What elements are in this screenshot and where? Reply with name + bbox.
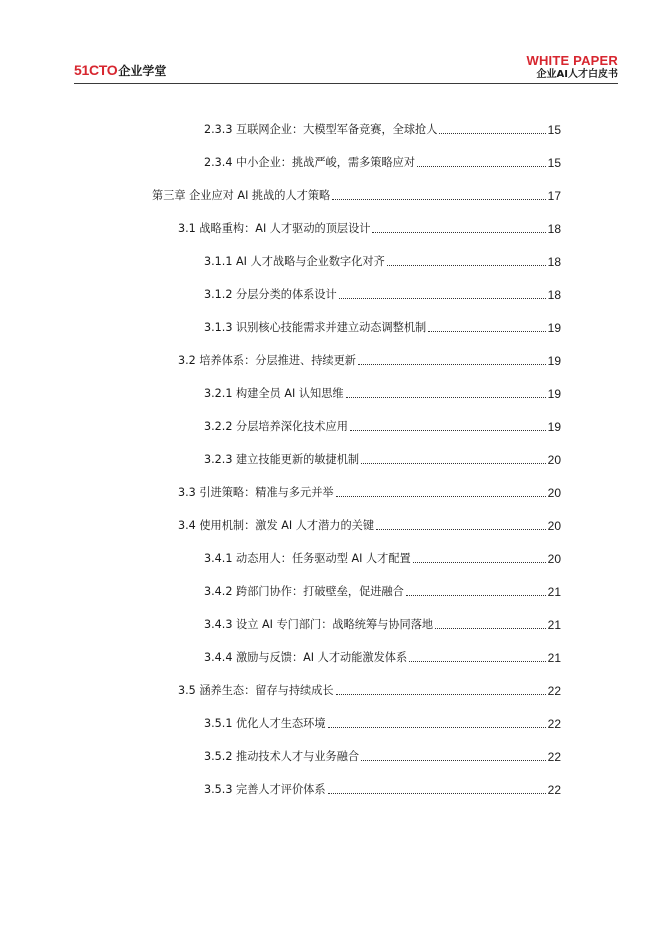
toc-entry-page: 17 xyxy=(547,189,561,203)
toc-dot-leader xyxy=(413,562,546,563)
toc-dot-leader xyxy=(417,166,546,167)
toc-entry-page: 18 xyxy=(547,222,561,236)
toc-entry-page: 20 xyxy=(547,519,561,533)
toc-entry-section[interactable] xyxy=(178,682,561,698)
white-paper-label xyxy=(526,54,618,81)
toc-dot-leader xyxy=(428,331,545,332)
toc-entry-title: 3.5.3 完善人才评价体系 xyxy=(204,783,326,796)
toc-entry-page: 21 xyxy=(547,651,561,665)
toc-dot-leader xyxy=(372,232,545,233)
toc-entry-page: 19 xyxy=(547,354,561,368)
page-header xyxy=(0,0,662,90)
header-divider xyxy=(74,83,618,84)
toc-entry-chapter[interactable] xyxy=(152,187,561,203)
toc-entry-page: 18 xyxy=(547,288,561,302)
toc-dot-leader xyxy=(376,529,546,530)
toc-dot-leader xyxy=(361,760,546,761)
toc-entry[interactable] xyxy=(204,616,561,632)
white-paper-subtitle: 企业AI人才白皮书 xyxy=(536,69,618,80)
toc-entry[interactable] xyxy=(204,781,561,797)
toc-entry-title: 3.4.1 动态用人：任务驱动型 AI 人才配置 xyxy=(204,552,411,565)
logo-name: 企业学堂 xyxy=(118,64,167,78)
toc-dot-leader xyxy=(339,298,546,299)
toc-entry[interactable] xyxy=(204,385,561,401)
toc-entry-title: 3.1.3 识别核心技能需求并建立动态调整机制 xyxy=(204,321,427,334)
toc-entry-page: 22 xyxy=(547,750,561,764)
toc-entry-section[interactable] xyxy=(178,517,561,533)
toc-entry[interactable] xyxy=(204,286,561,302)
toc-entry-page: 20 xyxy=(547,486,561,500)
toc-entry-page: 21 xyxy=(547,585,561,599)
toc-dot-leader xyxy=(328,727,546,728)
toc-dot-leader xyxy=(361,463,546,464)
toc-entry[interactable] xyxy=(204,253,561,269)
toc-entry-title: 第三章 企业应对 AI 挑战的人才策略 xyxy=(152,189,331,202)
toc-dot-leader xyxy=(409,661,545,662)
toc-entry-title: 2.3.4 中小企业：挑战严峻，需多策略应对 xyxy=(204,156,416,169)
toc-entry-title: 3.1.1 AI 人才战略与企业数字化对齐 xyxy=(204,255,385,268)
toc-entry-page: 21 xyxy=(547,618,561,632)
toc-entry-title: 3.1 战略重构：AI 人才驱动的顶层设计 xyxy=(178,222,371,235)
toc-entry-title: 3.2.2 分层培养深化技术应用 xyxy=(204,420,348,433)
white-paper-title: WHITE PAPER xyxy=(526,53,618,68)
toc-entry-page: 15 xyxy=(547,123,561,137)
toc-dot-leader xyxy=(358,364,546,365)
toc-entry-page: 19 xyxy=(547,387,561,401)
toc-entry-page: 22 xyxy=(547,717,561,731)
toc-entry-title: 3.4.3 设立 AI 专门部门：战略统筹与协同落地 xyxy=(204,618,434,631)
toc-entry[interactable] xyxy=(204,649,561,665)
toc-dot-leader xyxy=(406,595,546,596)
toc-entry-page: 20 xyxy=(547,453,561,467)
toc-entry-title: 3.4 使用机制：激发 AI 人才潜力的关键 xyxy=(178,519,375,532)
toc-entry-page: 15 xyxy=(547,156,561,170)
toc-dot-leader xyxy=(332,199,545,200)
toc-entry-section[interactable] xyxy=(178,352,561,368)
toc-entry[interactable] xyxy=(204,451,561,467)
toc-entry-page: 18 xyxy=(547,255,561,269)
toc-entry[interactable] xyxy=(204,319,561,335)
toc-entry-page: 19 xyxy=(547,321,561,335)
toc-entry-title: 3.2.1 构建全员 AI 认知思维 xyxy=(204,387,344,400)
toc-entry[interactable] xyxy=(204,748,561,764)
toc-entry-page: 19 xyxy=(547,420,561,434)
toc-entry-title: 3.5 涵养生态：留存与持续成长 xyxy=(178,684,334,697)
toc-entry[interactable] xyxy=(204,154,561,170)
toc-dot-leader xyxy=(328,793,546,794)
toc-dot-leader xyxy=(350,430,546,431)
toc-entry[interactable] xyxy=(204,418,561,434)
toc-entry[interactable] xyxy=(204,121,561,137)
toc-entry-title: 3.5.2 推动技术人才与业务融合 xyxy=(204,750,360,763)
toc-entry-title: 3.2.3 建立技能更新的敏捷机制 xyxy=(204,453,360,466)
logo xyxy=(74,62,166,79)
toc-dot-leader xyxy=(435,628,546,629)
toc-dot-leader xyxy=(439,133,545,134)
toc-entry-page: 22 xyxy=(547,783,561,797)
toc-entry-section[interactable] xyxy=(178,220,561,236)
toc-entry-title: 3.2 培养体系：分层推进、持续更新 xyxy=(178,354,356,367)
logo-mark: 51CTO xyxy=(74,62,118,78)
toc-entry-title: 3.3 引进策略：精准与多元并举 xyxy=(178,486,334,499)
toc-entry-section[interactable] xyxy=(178,484,561,500)
toc-entry[interactable] xyxy=(204,583,561,599)
toc-entry-title: 3.4.2 跨部门协作：打破壁垒，促进融合 xyxy=(204,585,404,598)
toc-dot-leader xyxy=(387,265,546,266)
toc-entry[interactable] xyxy=(204,550,561,566)
toc-entry-page: 20 xyxy=(547,552,561,566)
toc-dot-leader xyxy=(336,496,546,497)
toc-dot-leader xyxy=(336,694,546,695)
toc-entry-title: 2.3.3 互联网企业：大模型军备竞赛，全球抢人 xyxy=(204,123,438,136)
toc-entry-title: 3.1.2 分层分类的体系设计 xyxy=(204,288,337,301)
toc-dot-leader xyxy=(346,397,546,398)
toc-entry-title: 3.4.4 激励与反馈：AI 人才动能激发体系 xyxy=(204,651,408,664)
toc-entry-title: 3.5.1 优化人才生态环境 xyxy=(204,717,326,730)
toc-entry[interactable] xyxy=(204,715,561,731)
toc-entry-page: 22 xyxy=(547,684,561,698)
